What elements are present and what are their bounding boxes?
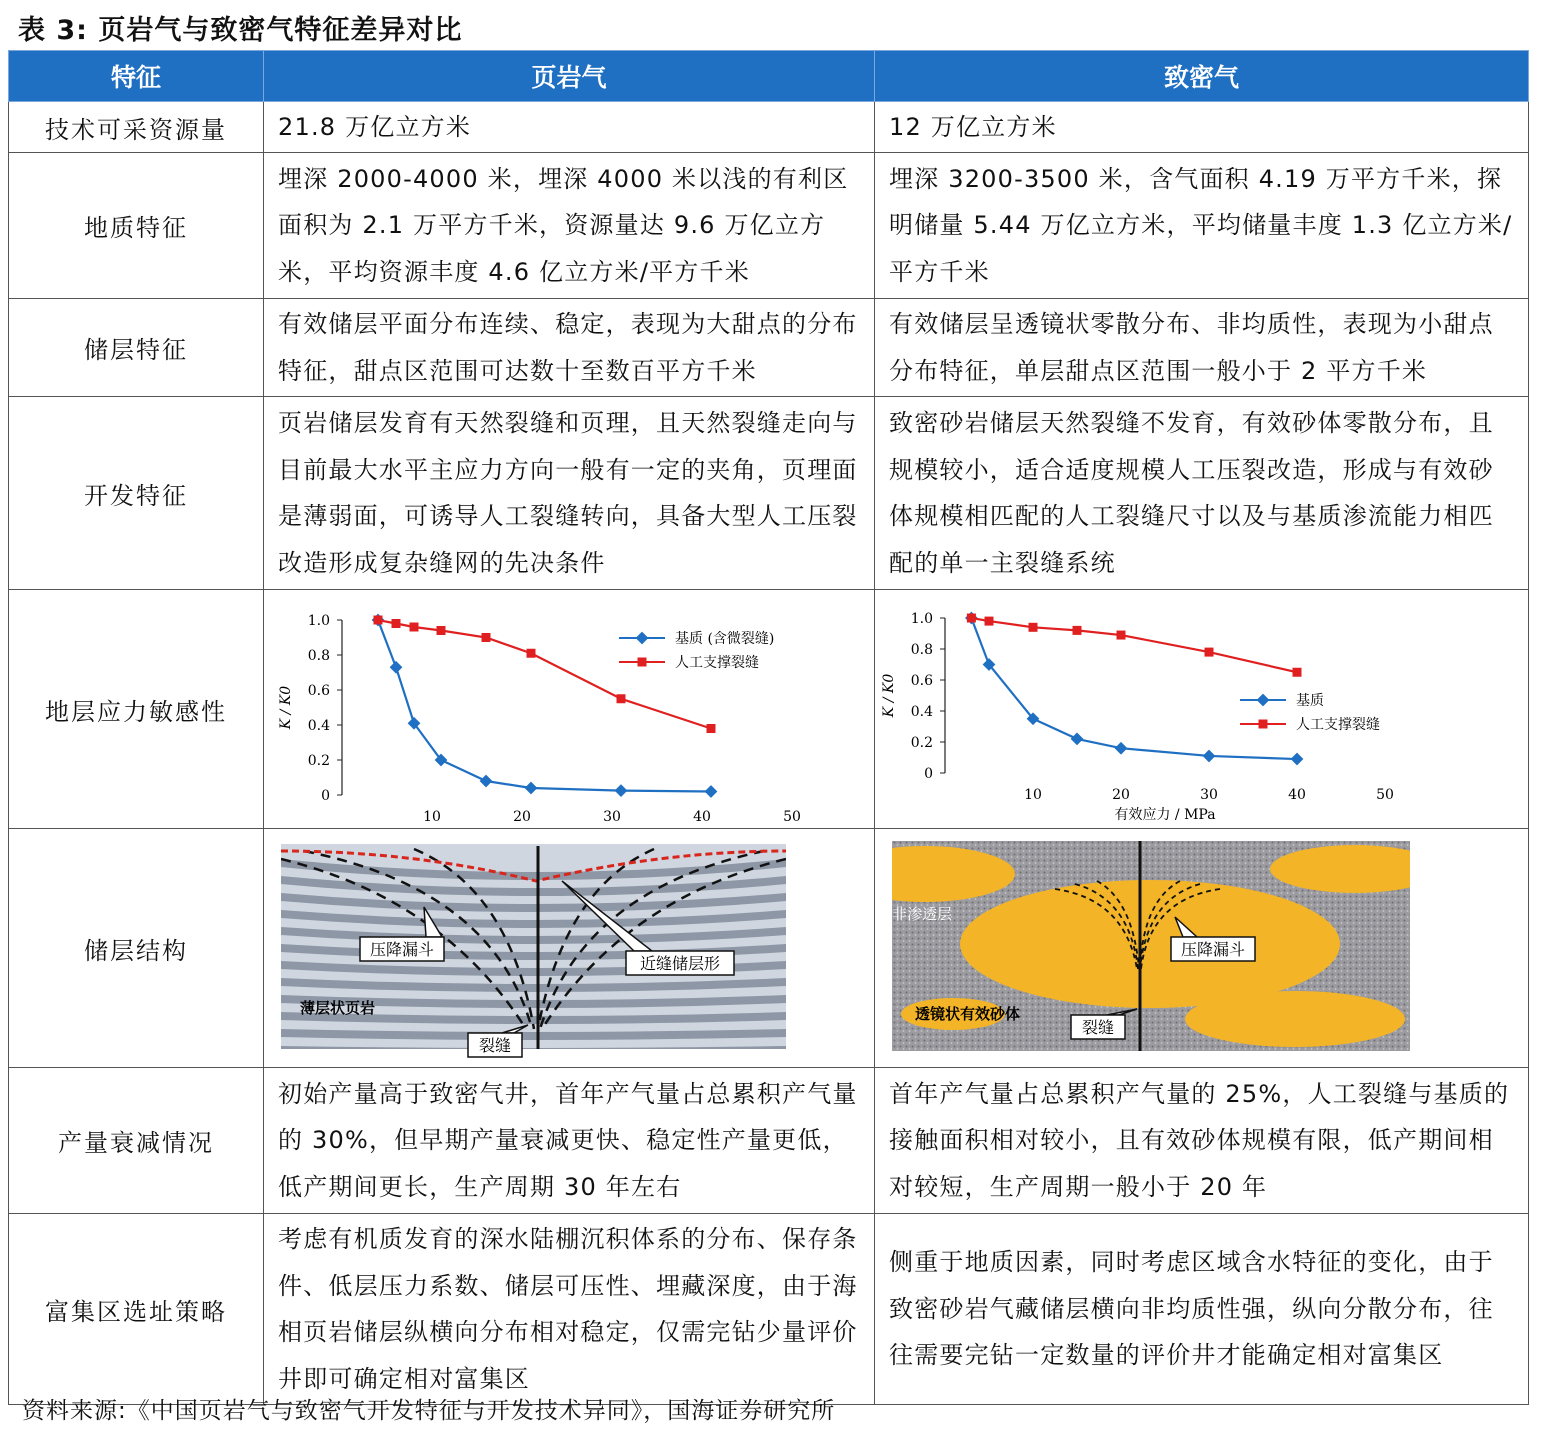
fracture-label: 裂缝 xyxy=(478,1036,512,1055)
data-point xyxy=(617,694,626,703)
impermeable-label: 非渗透层 xyxy=(892,905,953,923)
near-fracture-label: 近缝储层形 xyxy=(639,954,721,973)
data-point xyxy=(615,784,628,797)
row-label: 地质特征 xyxy=(9,153,264,299)
table-row xyxy=(9,1214,1529,1405)
funnel-label: 压降漏斗 xyxy=(369,940,435,959)
y-tick-label: 0.2 xyxy=(307,753,330,769)
header-shale-gas: 页岩气 xyxy=(264,51,875,102)
row-label: 富集区选址策略 xyxy=(9,1214,264,1405)
data-point xyxy=(410,623,419,632)
table-row xyxy=(9,829,1529,1068)
row-label: 开发特征 xyxy=(9,397,264,590)
legend-label: 人工支撑裂缝 xyxy=(1296,717,1380,733)
shale-cell: 初始产量高于致密气井，首年产气量占总累积产气量的 30%，但早期产量衰减更快、稳定性产量更低，低产期间更长，生产周期 30 年左右 xyxy=(264,1068,875,1214)
x-tick-label: 10 xyxy=(1024,787,1042,803)
tight-cell: 有效储层呈透镜状零散分布、非均质性，表现为小甜点分布特征，单层甜点区范围一般小于 2 平方千米 xyxy=(875,299,1529,397)
data-point xyxy=(705,785,718,798)
table-row xyxy=(9,397,1529,590)
data-point xyxy=(1115,742,1128,755)
x-tick-label: 50 xyxy=(783,809,801,824)
legend-marker xyxy=(638,658,647,667)
header-row xyxy=(9,51,1529,102)
data-point xyxy=(985,617,994,626)
series-line xyxy=(971,618,1297,759)
y-tick-label: 1.0 xyxy=(307,613,330,629)
shale-cell: 有效储层平面分布连续、稳定，表现为大甜点的分布特征，甜点区范围可达数十至数百平方千米 xyxy=(264,299,875,397)
legend-marker xyxy=(1257,694,1270,707)
shale-stress-chart xyxy=(264,590,873,824)
comparison-table xyxy=(8,50,1529,1405)
data-point xyxy=(390,661,403,674)
legend-label: 基质 (含微裂缝) xyxy=(675,631,775,647)
y-tick-label: 0 xyxy=(321,788,330,804)
shale-cell: 21.8 万亿立方米 xyxy=(264,102,875,153)
row-label: 地层应力敏感性 xyxy=(9,590,264,829)
y-tick-label: 1.0 xyxy=(910,611,933,627)
x-tick-label: 30 xyxy=(603,809,621,824)
data-point xyxy=(374,616,383,625)
row-label: 储层结构 xyxy=(9,829,264,1068)
data-point xyxy=(707,724,716,733)
y-tick-label: 0 xyxy=(924,766,933,782)
x-tick-label: 30 xyxy=(1200,787,1218,803)
table-row xyxy=(9,590,1529,829)
x-tick-label: 20 xyxy=(513,809,531,824)
data-point xyxy=(967,614,976,623)
data-point xyxy=(525,782,538,795)
data-point xyxy=(437,626,446,635)
tight-fracture-label: 裂缝 xyxy=(1081,1018,1115,1037)
legend-label: 基质 xyxy=(1296,693,1324,709)
data-point xyxy=(1029,623,1038,632)
y-tick-label: 0.8 xyxy=(307,648,330,664)
tight-stress-chart xyxy=(875,590,1527,824)
data-point xyxy=(392,619,401,628)
shale-structure-cell xyxy=(264,829,875,1068)
shale-cell: 埋深 2000-4000 米，埋深 4000 米以浅的有利区面积为 2.1 万平方千米，资源量达 9.6 万亿立方米，平均资源丰度 4.6 亿立方米/平方千米 xyxy=(264,153,875,299)
x-axis-label: 有效应力 / MPa xyxy=(1114,807,1216,823)
y-axis-label: K / K0 xyxy=(881,673,897,718)
y-tick-label: 0.4 xyxy=(910,704,933,720)
data-point xyxy=(1293,668,1302,677)
data-point xyxy=(480,775,493,788)
row-label: 储层特征 xyxy=(9,299,264,397)
tight-structure-cell xyxy=(875,829,1529,1068)
row-label: 技术可采资源量 xyxy=(9,102,264,153)
tight-cell: 12 万亿立方米 xyxy=(875,102,1529,153)
legend-label: 人工支撑裂缝 xyxy=(675,655,759,671)
legend-marker xyxy=(636,632,649,645)
table-row xyxy=(9,1068,1529,1214)
header-tight-gas: 致密气 xyxy=(875,51,1529,102)
data-point xyxy=(1117,631,1126,640)
data-point xyxy=(1291,753,1304,766)
tight-cell: 致密砂岩储层天然裂缝不发育，有效砂体零散分布，且规模较小，适合适度规模人工压裂改造，形成与有效砂体规模相匹配的人工裂缝尺寸以及与基质渗流能力相匹配的单一主裂缝系统 xyxy=(875,397,1529,590)
tight-cell: 侧重于地质因素，同时考虑区域含水特征的变化，由于致密砂岩气藏储层横向非均质性强，纵向分散分布，往往需要完钻一定数量的评价井才能确定相对富集区 xyxy=(875,1214,1529,1405)
lens-sand-label: 透镜状有效砂体 xyxy=(915,1005,1021,1023)
tight-funnel-label: 压降漏斗 xyxy=(1180,940,1246,959)
data-point xyxy=(1203,750,1216,763)
table-row xyxy=(9,102,1529,153)
x-tick-label: 10 xyxy=(423,809,441,824)
series-line xyxy=(378,620,711,792)
x-tick-label: 40 xyxy=(1288,787,1306,803)
tight-structure-diagram xyxy=(875,829,1527,1063)
y-tick-label: 0.8 xyxy=(910,642,933,658)
table-row xyxy=(9,153,1529,299)
row-label: 产量衰减情况 xyxy=(9,1068,264,1214)
y-axis-label: K / K0 xyxy=(278,685,294,730)
source-note: 资料来源:《中国页岩气与致密气开发特征与开发技术异同》，国海证券研究所 xyxy=(22,1398,836,1424)
data-point xyxy=(527,649,536,658)
y-tick-label: 0.6 xyxy=(307,683,330,699)
shale-stress-chart-cell xyxy=(264,590,875,829)
shale-layer-label: 薄层状页岩 xyxy=(300,999,376,1017)
data-point xyxy=(482,633,491,642)
data-point xyxy=(1205,648,1214,657)
x-tick-label: 40 xyxy=(693,809,711,824)
x-tick-label: 50 xyxy=(1376,787,1394,803)
legend-marker xyxy=(1259,720,1268,729)
data-point xyxy=(1071,733,1084,746)
shale-structure-diagram xyxy=(264,829,873,1063)
shale-cell: 页岩储层发育有天然裂缝和页理，且天然裂缝走向与目前最大水平主应力方向一般有一定的夹角，页理面是薄弱面，可诱导人工裂缝转向，具备大型人工压裂改造形成复杂缝网的先决条件 xyxy=(264,397,875,590)
series-line xyxy=(378,620,711,729)
tight-cell: 首年产气量占总累积产气量的 25%，人工裂缝与基质的接触面积相对较小，且有效砂体规模有限，低产期间相对较短，生产周期一般小于 20 年 xyxy=(875,1068,1529,1214)
shale-cell: 考虑有机质发育的深水陆棚沉积体系的分布、保存条件、低层压力系数、储层可压性、埋藏深度，由于海相页岩储层纵横向分布相对稳定，仅需完钻少量评价井即可确定相对富集区 xyxy=(264,1214,875,1405)
table-title: 表 3: 页岩气与致密气特征差异对比 xyxy=(18,15,463,46)
table-row xyxy=(9,299,1529,397)
y-tick-label: 0.2 xyxy=(910,735,933,751)
x-tick-label: 20 xyxy=(1112,787,1130,803)
y-tick-label: 0.6 xyxy=(910,673,933,689)
y-tick-label: 0.4 xyxy=(307,718,330,734)
header-feature: 特征 xyxy=(9,51,264,102)
tight-stress-chart-cell xyxy=(875,590,1529,829)
series-line xyxy=(971,618,1297,672)
data-point xyxy=(1073,626,1082,635)
tight-cell: 埋深 3200-3500 米，含气面积 4.19 万平方千米，探明储量 5.44 万亿立方米，平均储量丰度 1.3 亿立方米/平方千米 xyxy=(875,153,1529,299)
